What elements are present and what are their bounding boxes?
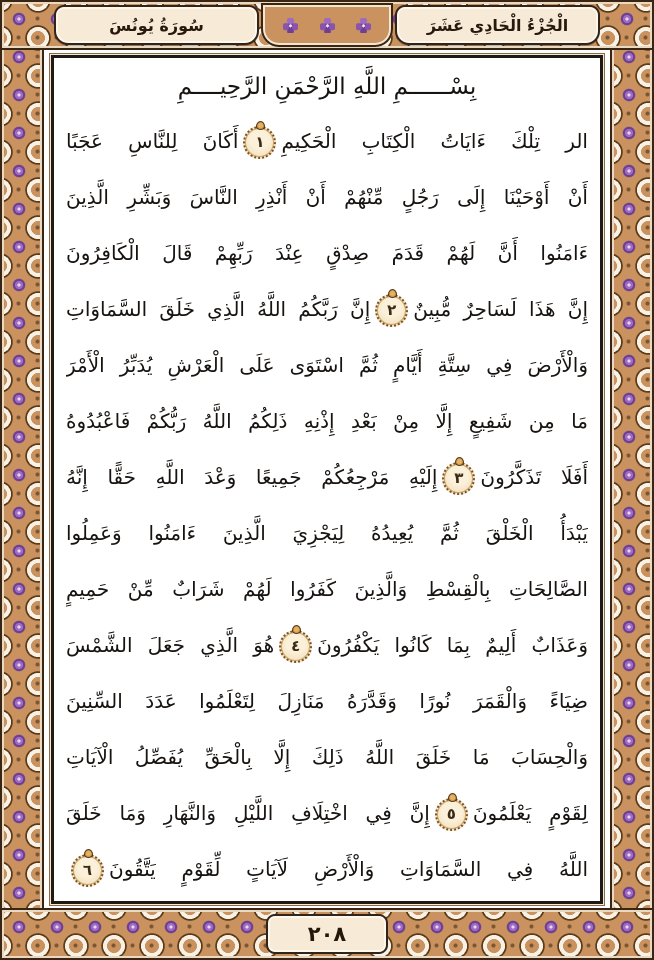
ayah-end-marker-icon: ٢ xyxy=(375,294,408,327)
page-number: ٢٠٨ xyxy=(307,922,347,946)
ayah-text: ءَامَنُوا أَنَّ لَهُمْ قَدَمَ صِدْقٍ عِنْدَ رَبِّهِمْ قَالَ الْكَافِرُونَ xyxy=(66,241,588,265)
quran-line xyxy=(66,450,588,505)
bismillah-row xyxy=(66,60,588,114)
quran-line xyxy=(66,674,588,729)
quran-line xyxy=(66,394,588,449)
quran-text-panel xyxy=(51,55,603,904)
ayah-text: أَنْ أَوْحَيْنَا إِلَى رَجُلٍ مِّنْهُمْ أَنْ أَنْذِرِ النَّاسَ وَبَشِّرِ الَّذِينَ xyxy=(66,185,588,209)
ayah-text: أَفَلَا تَذَكَّرُونَ xyxy=(480,465,588,489)
quran-line xyxy=(66,786,588,841)
ayah-end-marker-icon: ٦ xyxy=(71,854,104,887)
bismillah-text: بِسْــــــمِ اللَّهِ الرَّحْمَنِ الرَّحِيــــمِ xyxy=(177,74,477,100)
quran-line xyxy=(66,562,588,617)
header-band xyxy=(0,0,654,50)
surah-name-cartouche xyxy=(54,5,259,45)
ayah-text: الر تِلْكَ ءَايَاتُ الْكِتَابِ الْحَكِيمِ xyxy=(281,129,588,153)
ayah-text: يَبْدَأُ الْخَلْقَ ثُمَّ يُعِيدُهُ لِيَجْزِيَ الَّذِينَ ءَامَنُوا وَعَمِلُوا xyxy=(66,521,588,545)
ayah-text: وَعَذَابٌ أَلِيمٌ بِمَا كَانُوا يَكْفُرُونَ xyxy=(317,633,588,657)
ayah-text: أَكَانَ لِلنَّاسِ عَجَبًا xyxy=(66,129,239,153)
ayah-text: إِنَّ هَذَا لَسَاحِرٌ مُّبِينٌ xyxy=(413,297,588,321)
ayah-text: وَالْأَرْضَ فِي سِتَّةِ أَيَّامٍ ثُمَّ اسْتَوَى عَلَى الْعَرْشِ يُدَبِّرُ الْأَمْرَ xyxy=(66,353,588,377)
quran-line xyxy=(66,618,588,673)
border-corner-left xyxy=(0,0,52,50)
flower-icon xyxy=(283,18,298,33)
ayah-end-marker-icon: ٥ xyxy=(435,798,468,831)
ayah-end-marker-icon: ٤ xyxy=(279,630,312,663)
ayah-text: اللَّهُ فِي السَّمَاوَاتِ وَالْأَرْضِ لَآيَاتٍ لِّقَوْمٍ يَتَّقُونَ xyxy=(109,857,588,881)
ayah-text: ضِيَاءً وَالْقَمَرَ نُورًا وَقَدَّرَهُ مَنَازِلَ لِتَعْلَمُوا عَدَدَ السِّنِينَ xyxy=(66,689,588,713)
header-ornament-cluster xyxy=(261,3,393,47)
quran-lines-container xyxy=(66,114,588,897)
page-number-cartouche xyxy=(266,914,388,954)
ayah-text: إِنَّ فِي اخْتِلَافِ اللَّيْلِ وَالنَّهَارِ وَمَا خَلَقَ xyxy=(66,801,430,825)
ayah-text: إِلَيْهِ مَرْجِعُكُمْ جَمِيعًا وَعْدَ اللَّهِ حَقًّا إِنَّهُ xyxy=(66,465,438,489)
juz-label: الْجُزْءُ الْحَادِي عَشَرَ xyxy=(426,15,569,35)
quran-line xyxy=(66,226,588,281)
surah-name-label: سُورَةُ يُونُسَ xyxy=(109,15,204,35)
ayah-text: هُوَ الَّذِي جَعَلَ الشَّمْسَ xyxy=(66,633,275,657)
quran-line xyxy=(66,338,588,393)
quran-line xyxy=(66,730,588,785)
ayah-end-marker-icon: ١ xyxy=(243,126,276,159)
ayah-text: وَالْحِسَابَ مَا خَلَقَ اللَّهُ ذَلِكَ إِلَّا بِالْحَقِّ يُفَصِّلُ الْآيَاتِ xyxy=(66,745,588,769)
quran-line xyxy=(66,506,588,561)
flower-icon xyxy=(356,18,371,33)
ornamental-border-left xyxy=(0,0,44,960)
ornamental-border-right xyxy=(610,0,654,960)
juz-cartouche xyxy=(395,5,600,45)
ayah-end-marker-icon: ٣ xyxy=(442,462,475,495)
quran-line xyxy=(66,170,588,225)
ayah-text: مَا مِن شَفِيعٍ إِلَّا مِنْ بَعْدِ إِذْنِهِ ذَلِكُمُ اللَّهُ رَبُّكُمْ فَاعْبُدُوهُ xyxy=(66,409,588,433)
ayah-text: لِقَوْمٍ يَعْلَمُونَ xyxy=(472,801,588,825)
quran-line xyxy=(66,842,588,897)
ayah-text: الصَّالِحَاتِ بِالْقِسْطِ وَالَّذِينَ كَفَرُوا لَهُمْ شَرَابٌ مِّنْ حَمِيمٍ xyxy=(66,577,588,601)
footer-band xyxy=(0,908,654,960)
quran-line xyxy=(66,114,588,169)
border-corner-right xyxy=(602,0,654,50)
ayah-text: إِنَّ رَبَّكُمُ اللَّهُ الَّذِي خَلَقَ السَّمَاوَاتِ xyxy=(66,297,371,321)
flower-icon xyxy=(320,18,335,33)
quran-line xyxy=(66,282,588,337)
